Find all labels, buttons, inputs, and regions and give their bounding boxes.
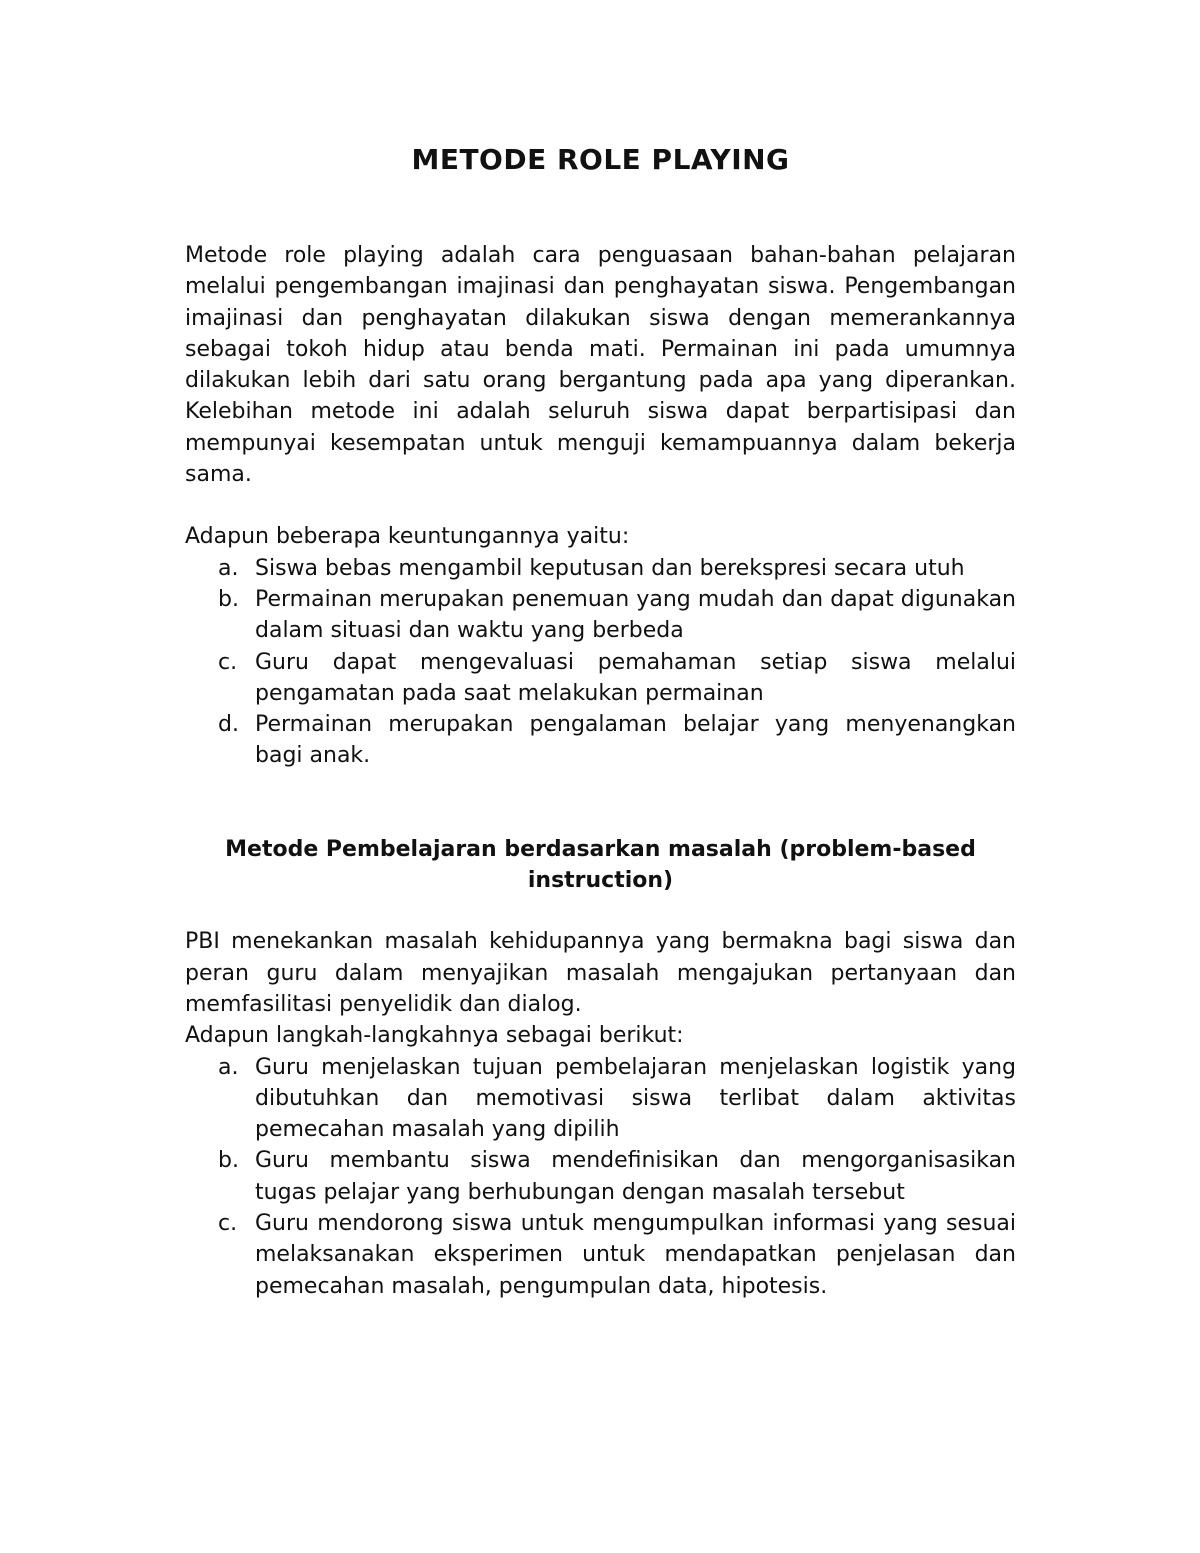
list-item <box>185 1208 1016 1302</box>
list-item-text: Guru dapat mengevaluasi pemahaman setiap siswa melalui pengamatan pada saat melakukan permainan <box>255 649 1016 706</box>
list-item-text: Guru mendorong siswa untuk mengumpulkan informasi yang sesuai melaksanakan eksperimen untuk mendapatkan penjelasan dan pemecahan masalah, pengumpulan data, hipotesis. <box>255 1211 1016 1299</box>
list-item-text: Siswa bebas mengambil keputusan dan berekspresi secara utuh <box>255 555 965 581</box>
list-marker: d. <box>218 712 239 738</box>
steps-intro: Adapun langkah-langkahnya sebagai berikut: <box>185 1023 684 1049</box>
benefits-list <box>185 553 1016 772</box>
steps-list <box>185 1052 1016 1302</box>
list-marker: b. <box>218 1148 239 1174</box>
list-marker: c. <box>218 1211 238 1237</box>
list-item <box>185 584 1016 647</box>
role-playing-paragraph: Metode role playing adalah cara penguasaan bahan-bahan pelajaran melalui pengembangan imajinasi dan penghayatan siswa. Pengembangan imajinasi dan penghayatan dilakukan siswa dengan memerankannya sebagai tokoh hidup atau benda mati. Permainan ini pada umumnya dilakukan lebih dari satu orang bergantung pada apa yang diperankan. Kelebihan metode ini adalah seluruh siswa dapat berpartisipasi dan mempunyai kesempatan untuk menguji kemampuannya dalam bekerja sama. <box>185 243 1016 488</box>
list-item <box>185 647 1016 710</box>
list-item-text: Guru menjelaskan tujuan pembelajaran menjelaskan logistik yang dibutuhkan dan memotivasi siswa terlibat dalam aktivitas pemecahan masalah yang dipilih <box>255 1054 1016 1143</box>
list-marker: c. <box>218 649 238 675</box>
list-item <box>185 1145 1016 1208</box>
list-item-text: Guru membantu siswa mendefinisikan dan mengorganisasikan tugas pelajar yang berhubungan dengan masalah tersebut <box>255 1148 1016 1205</box>
benefits-intro: Adapun beberapa keuntungannya yaitu: <box>185 524 630 550</box>
document-title: METODE ROLE PLAYING <box>411 143 790 176</box>
list-item <box>185 709 1016 772</box>
list-item <box>185 1052 1016 1146</box>
list-marker: b. <box>218 586 239 612</box>
pbi-paragraph: PBI menekankan masalah kehidupannya yang bermakna bagi siswa dan peran guru dalam menyajikan masalah mengajukan pertanyaan dan memfasilitasi penyelidik dan dialog. <box>185 929 1016 1017</box>
list-item-text: Permainan merupakan pengalaman belajar yang menyenangkan bagi anak. <box>255 712 1016 769</box>
document-page <box>185 140 1016 1302</box>
list-marker: a. <box>218 555 239 581</box>
list-item-text: Permainan merupakan penemuan yang mudah dan dapat digunakan dalam situasi dan waktu yang berbeda <box>255 586 1016 644</box>
pbi-section-heading: Metode Pembelajaran berdasarkan masalah (problem-based instruction) <box>225 836 976 894</box>
list-marker: a. <box>218 1054 239 1080</box>
list-item <box>185 553 1016 584</box>
